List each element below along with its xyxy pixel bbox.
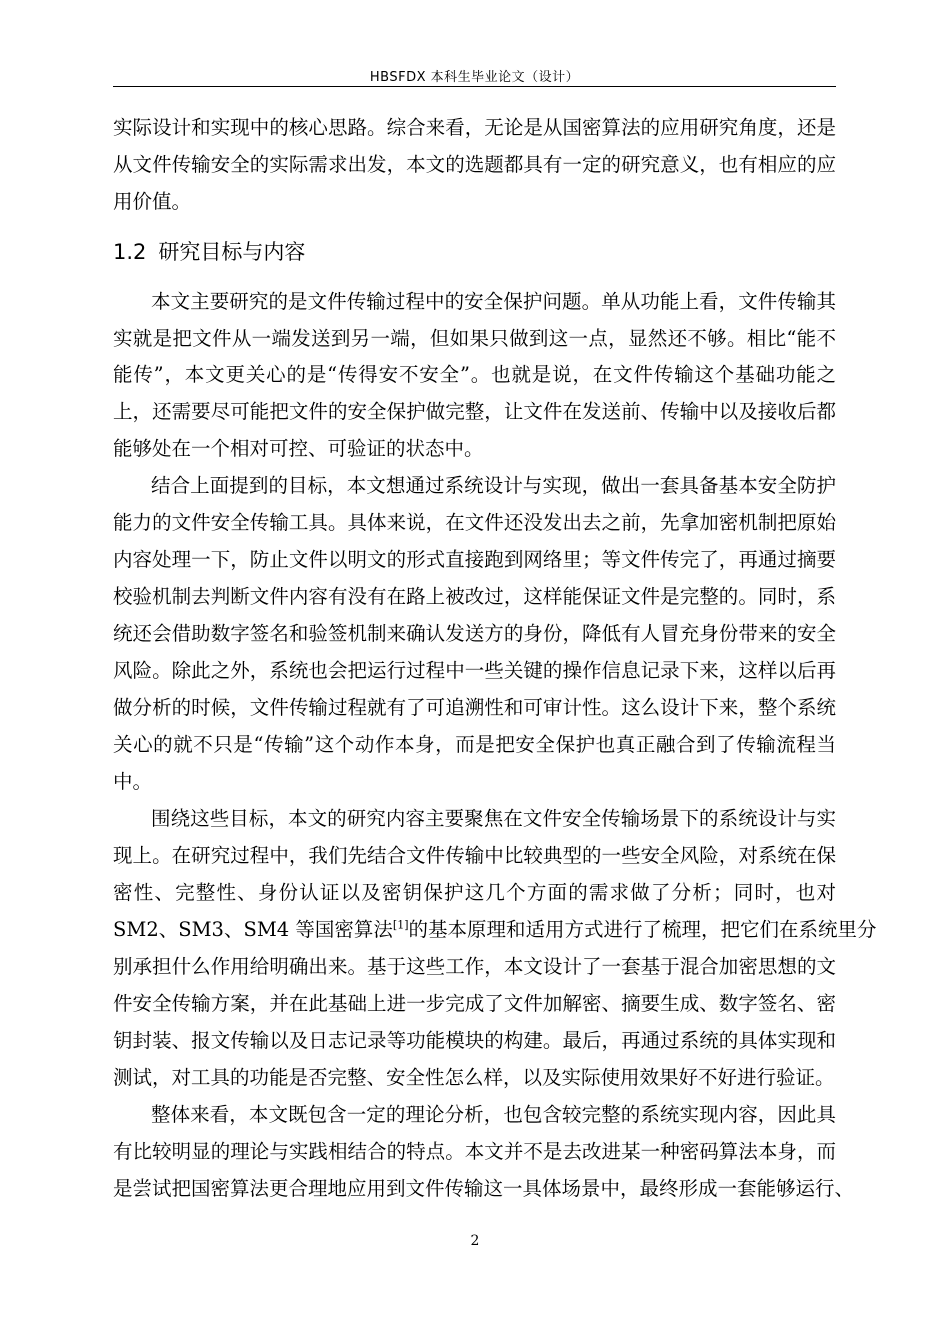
text-line: 实就是把文件从一端发送到另一端，但如果只做到这一点，显然还不够。相比“能不 [113, 327, 836, 350]
text-line: 整体来看，本文既包含一定的理论分析，也包含较完整的系统实现内容，因此具 [151, 1103, 836, 1126]
text-line: 结合上面提到的目标，本文想通过系统设计与实现，做出一套具备基本安全防护 [151, 474, 836, 497]
text-line: 做分析的时候，文件传输过程就有了可追溯性和可审计性。这么设计下来，整个系统 [113, 696, 836, 719]
text-line: 围绕这些目标，本文的研究内容主要聚焦在文件安全传输场景下的系统设计与实 [151, 807, 836, 830]
text-run: SM2、SM3、SM4 等国密算法 [113, 918, 393, 941]
text-line: 现上。在研究过程中，我们先结合文件传输中比较典型的一些安全风险，对系统在保 [113, 844, 836, 867]
text-line: 关心的就不只是“传输”这个动作本身，而是把安全保护也真正融合到了传输流程当 [113, 733, 836, 756]
text-line: 密性、完整性、身份认证以及密钥保护这几个方面的需求做了分析；同时，也对 [113, 881, 836, 904]
text-line: 上，还需要尽可能把文件的安全保护做完整，让文件在发送前、传输中以及接收后都 [113, 400, 836, 423]
text-line: 统还会借助数字签名和验签机制来确认发送方的身份，降低有人冒充身份带来的安全 [113, 622, 836, 645]
text-line: 本文主要研究的是文件传输过程中的安全保护问题。单从功能上看，文件传输其 [151, 290, 836, 313]
text-line: 风险。除此之外，系统也会把运行过程中一些关键的操作信息记录下来，这样以后再 [113, 659, 836, 682]
text-line: 钥封装、报文传输以及日志记录等功能模块的构建。最后，再通过系统的具体实现和 [113, 1029, 836, 1052]
text-line: 实际设计和实现中的核心思路。综合来看，无论是从国密算法的应用研究角度，还是 [113, 116, 836, 139]
page-number: 2 [470, 1233, 480, 1249]
text-line: 内容处理一下，防止文件以明文的形式直接跑到网络里；等文件传完了，再通过摘要 [113, 548, 836, 571]
text-line: 能力的文件安全传输工具。具体来说，在文件还没发出去之前，先拿加密机制把原始 [113, 511, 836, 534]
text-line: 用价值。 [113, 190, 192, 213]
citation: [1] [392, 918, 409, 932]
header-text: HBSFDX 本科生毕业论文（设计） [369, 70, 580, 85]
section-heading [113, 238, 305, 266]
text-run: 的基本原理和适用方式进行了梳理，把它们在系统里分 [408, 918, 877, 941]
text-line: 能传”，本文更关心的是“传得安不安全”。也就是说，在文件传输这个基础功能之 [113, 363, 836, 386]
text-line: 校验机制去判断文件内容有没有在路上被改过，这样能保证文件是完整的。同时，系 [113, 585, 836, 608]
text-line: 别承担什么作用给明确出来。基于这些工作，本文设计了一套基于混合加密思想的文 [113, 955, 836, 978]
text-line: 从文件传输安全的实际需求出发，本文的选题都具有一定的研究意义，也有相应的应 [113, 153, 836, 176]
text-line [113, 917, 877, 943]
text-line: 有比较明显的理论与实践相结合的特点。本文并不是去改进某一种密码算法本身，而 [113, 1140, 836, 1163]
section-number: 1.2 [113, 240, 147, 264]
text-line: 是尝试把国密算法更合理地应用到文件传输这一具体场景中，最终形成一套能够运行、 [113, 1177, 855, 1200]
text-line: 件安全传输方案，并在此基础上进一步完成了文件加解密、摘要生成、数字签名、密 [113, 992, 836, 1015]
section-title: 研究目标与内容 [158, 240, 306, 264]
text-line: 中。 [113, 770, 153, 793]
text-line: 测试，对工具的功能是否完整、安全性怎么样，以及实际使用效果好不好进行验证。 [113, 1066, 835, 1089]
text-line: 能够处在一个相对可控、可验证的状态中。 [113, 437, 484, 460]
header-rule [113, 86, 836, 87]
